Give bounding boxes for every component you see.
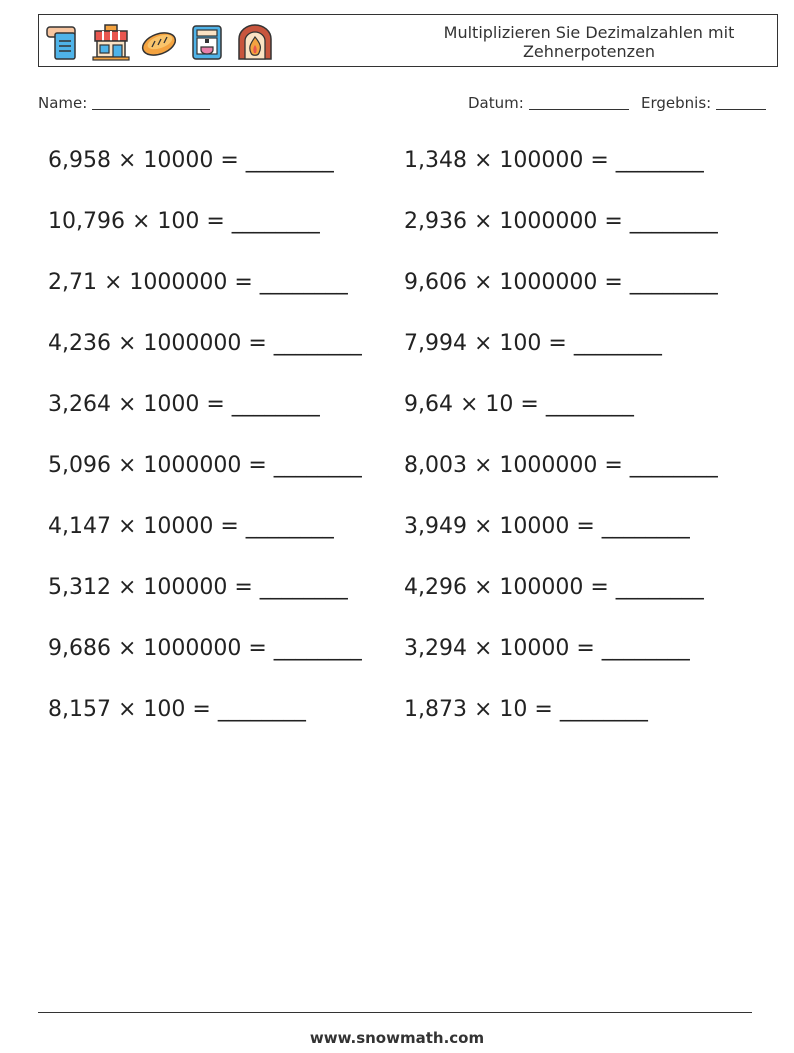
date-label: Datum: [468,94,524,112]
shop-icon [91,23,131,61]
problem-19[interactable]: 8,157 × 100 = ________ [48,697,306,722]
problem-1[interactable]: 6,958 × 10000 = ________ [48,148,334,173]
result-line[interactable] [716,109,766,110]
problem-7[interactable]: 4,236 × 1000000 = ________ [48,331,362,356]
footer-divider [38,1012,752,1013]
problem-6[interactable]: 9,606 × 1000000 = ________ [404,270,718,295]
problem-2[interactable]: 1,348 × 100000 = ________ [404,148,704,173]
problem-8[interactable]: 7,994 × 100 = ________ [404,331,662,356]
problem-12[interactable]: 8,003 × 1000000 = ________ [404,453,718,478]
result-field[interactable] [641,94,766,112]
coffee-machine-icon [187,23,227,61]
worksheet-header [38,14,778,67]
notepad-icon [43,23,83,61]
problem-5[interactable]: 2,71 × 1000000 = ________ [48,270,348,295]
problem-11[interactable]: 5,096 × 1000000 = ________ [48,453,362,478]
problem-3[interactable]: 10,796 × 100 = ________ [48,209,320,234]
name-label: Name: [38,94,88,112]
date-line[interactable] [529,109,629,110]
worksheet-title: Multiplizieren Sie Dezimalzahlen mit Zehnerpotenzen [443,23,735,61]
problem-20[interactable]: 1,873 × 10 = ________ [404,697,648,722]
problem-18[interactable]: 3,294 × 10000 = ________ [404,636,690,661]
name-field[interactable] [38,94,210,112]
footer-url[interactable]: www.snowmath.com [309,1029,485,1047]
problem-17[interactable]: 9,686 × 1000000 = ________ [48,636,362,661]
bread-icon [139,23,179,61]
problem-14[interactable]: 3,949 × 10000 = ________ [404,514,690,539]
fireplace-icon [235,23,275,61]
problem-4[interactable]: 2,936 × 1000000 = ________ [404,209,718,234]
name-line[interactable] [92,109,210,110]
problem-10[interactable]: 9,64 × 10 = ________ [404,392,634,417]
header-icons [43,23,275,61]
problem-9[interactable]: 3,264 × 1000 = ________ [48,392,320,417]
result-label: Ergebnis: [641,94,712,112]
problem-15[interactable]: 5,312 × 100000 = ________ [48,575,348,600]
problem-16[interactable]: 4,296 × 100000 = ________ [404,575,704,600]
problem-13[interactable]: 4,147 × 10000 = ________ [48,514,334,539]
date-field[interactable] [468,94,629,112]
